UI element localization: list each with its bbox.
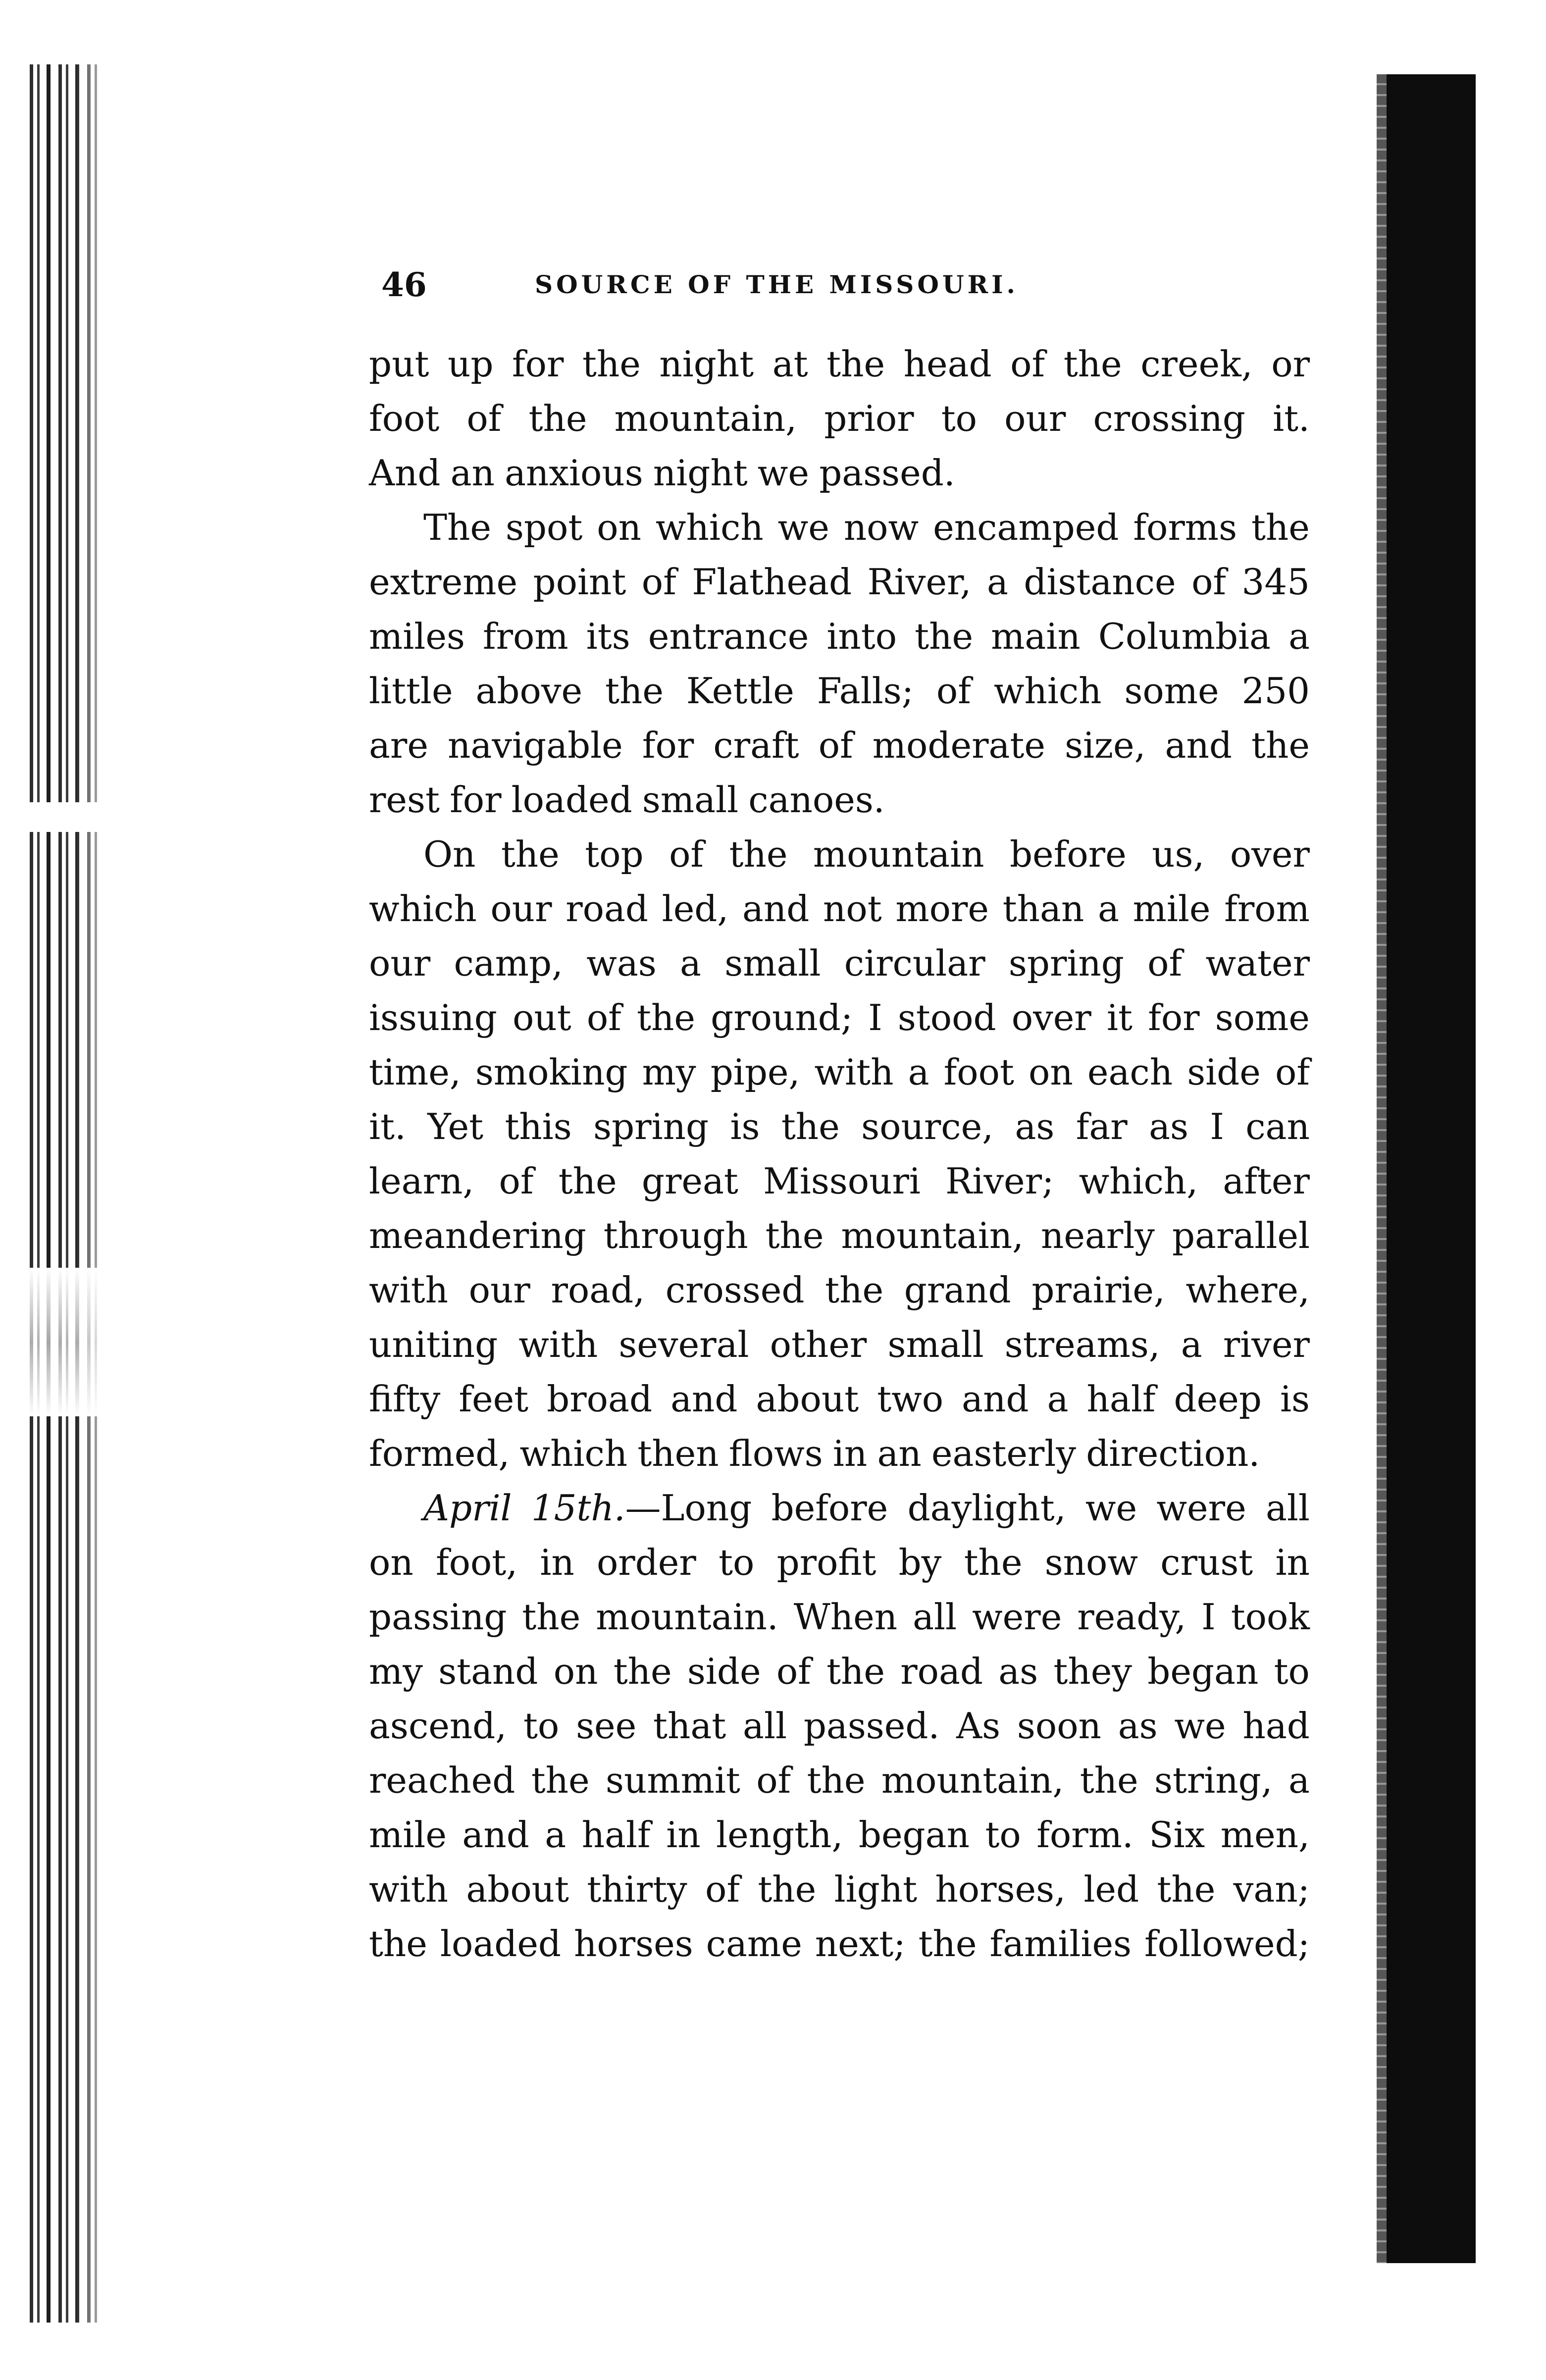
- text-line: issuing out of the ground; I stood over it for some: [369, 997, 1310, 1038]
- text-line: put up for the night at the head of the creek, or: [369, 343, 1310, 385]
- text-line: extreme point of Flathead River, a distance of 345: [369, 561, 1310, 603]
- text-line: little above the Kettle Falls; of which some 250: [369, 670, 1310, 712]
- text-line: And an anxious night we passed.: [369, 452, 955, 494]
- text-line: are navigable for craft of moderate size, and the: [369, 724, 1310, 766]
- text-line: learn, of the great Missouri River; which, after: [369, 1160, 1310, 1202]
- text-line: The spot on which we now encamped forms the: [423, 507, 1310, 548]
- text-line: it. Yet this spring is the source, as far as I can: [369, 1106, 1310, 1147]
- page-shadow-right: [1387, 74, 1476, 2263]
- text-line: the loaded horses came next; the families followed;: [369, 1923, 1310, 1965]
- text-line: time, smoking my pipe, with a foot on each side of: [369, 1051, 1310, 1093]
- binding-edge-gap: [30, 802, 114, 832]
- body-text: [369, 337, 1310, 1971]
- text-line: ascend, to see that all passed. As soon as we had: [369, 1705, 1310, 1747]
- text-line: uniting with several other small streams, a river: [369, 1324, 1310, 1365]
- text-line: formed, which then flows in an easterly direction.: [369, 1433, 1260, 1474]
- text-line: reached the summit of the mountain, the string, a: [369, 1759, 1310, 1801]
- text-line: rest for loaded small canoes.: [369, 779, 885, 821]
- text-line: mile and a half in length, began to form. Six men,: [369, 1814, 1310, 1856]
- binding-edge-gap: [30, 1268, 114, 1416]
- text-line: with about thirty of the light horses, led the van;: [369, 1868, 1310, 1910]
- text-line: meandering through the mountain, nearly parallel: [369, 1215, 1310, 1256]
- text-line-dated: April 15th.—Long before daylight, we were all: [423, 1487, 1310, 1529]
- text-line: our camp, was a small circular spring of water: [369, 942, 1310, 984]
- text-line: fifty feet broad and about two and a half deep is: [369, 1378, 1310, 1420]
- text-line: foot of the mountain, prior to our crossing it.: [369, 398, 1310, 439]
- text-line: miles from its entrance into the main Columbia a: [369, 616, 1310, 657]
- text-line: which our road led, and not more than a mile from: [369, 888, 1310, 930]
- running-head: [381, 258, 1362, 312]
- text-line: On the top of the mountain before us, over: [423, 833, 1310, 875]
- text-line: my stand on the side of the road as they began to: [369, 1651, 1310, 1692]
- running-title: SOURCE OF THE MISSOURI.: [535, 270, 1019, 299]
- binding-edge-fade: [74, 64, 119, 2323]
- page-number: 46: [381, 265, 427, 304]
- text-line: passing the mountain. When all were ready, I took: [369, 1596, 1310, 1638]
- text-line: with our road, crossed the grand prairie, where,: [369, 1269, 1310, 1311]
- text-line: on foot, in order to profit by the snow crust in: [369, 1542, 1310, 1583]
